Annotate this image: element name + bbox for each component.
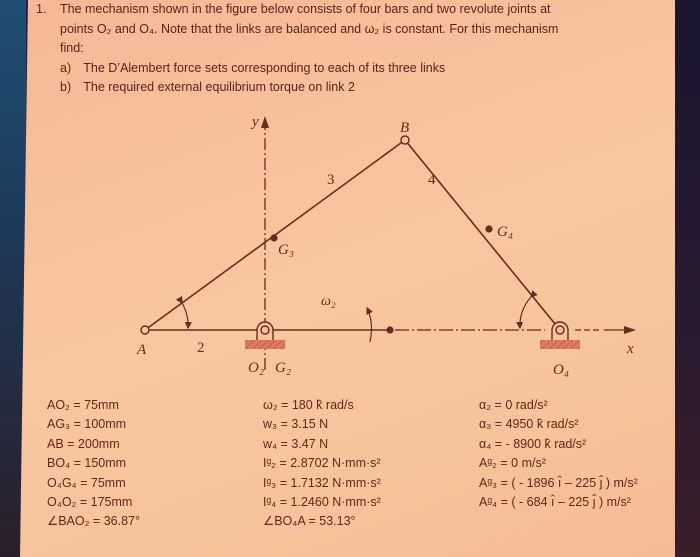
label-x-axis: x (627, 341, 634, 357)
given-ag3-accel: Aᵍ₃ = ( - 1896 ı̂ – 225 ȷ̂ ) m/s² (479, 475, 638, 490)
given-ab: AB = 200mm (47, 436, 120, 451)
given-ag3: AG₃ = 100mm (47, 417, 127, 432)
given-accelerations (479, 396, 638, 512)
given-angle-bo4a: ∠BO₄A = 53.13° (263, 514, 356, 529)
x-axis-arrow-icon (624, 326, 636, 334)
given-ig3: Iᵍ₃ = 1.7132 N·mm·s² (263, 475, 381, 490)
problem-intro-line-1: The mechanism shown in the figure below consists of four bars and two revolute joints at (60, 2, 551, 16)
pin-b-icon (401, 136, 409, 144)
given-dimensions (47, 396, 140, 532)
part-label: a) (60, 60, 72, 75)
label-omega2: ω₂ (321, 294, 336, 309)
given-alpha4: α₄ = - 8900 k̂ rad/s² (479, 436, 587, 451)
given-ag2: Aᵍ₂ = 0 m/s² (479, 456, 546, 471)
pin-o4-icon (556, 326, 564, 334)
given-kinetics (263, 396, 381, 532)
part-text: The required external equilibrium torque on link 2 (83, 80, 355, 94)
given-ig4: Iᵍ₄ = 1.2460 N·mm·s² (263, 495, 381, 510)
given-o4o2: O₄O₂ = 175mm (47, 495, 133, 510)
angle-bao2-arc-icon (182, 303, 188, 328)
label-o2: O₂ (248, 360, 265, 376)
part-label: b) (60, 80, 72, 94)
pin-a-icon (141, 326, 149, 334)
y-axis-arrow-icon (261, 116, 269, 128)
given-w3: w₃ = 3.15 N (263, 417, 329, 432)
label-g4: G₄ (497, 224, 514, 240)
given-ao2: AO₂ = 75mm (47, 398, 119, 412)
problem-number: 1. (36, 2, 47, 16)
x-axis (395, 326, 636, 334)
given-bo4: BO₄ = 150mm (47, 456, 127, 471)
given-angle-bao2: ∠BAO₂ = 36.87° (47, 514, 140, 529)
part-text: The D’Alembert force sets corresponding to each of its three links (83, 60, 446, 75)
ground-support-o2 (245, 322, 285, 349)
label-g3: G₃ (278, 242, 295, 258)
label-link-3: 3 (327, 172, 335, 188)
label-link-2: 2 (197, 340, 205, 356)
omega2-rotation-arrow-icon (367, 308, 371, 342)
given-o4g4: O₄G₄ = 75mm (47, 475, 126, 490)
ground-support-o4 (540, 322, 580, 349)
angle-bo4a-arc-icon (520, 297, 531, 328)
given-ag4-accel: Aᵍ₄ = ( - 684 ı̂ – 225 ȷ̂ ) m/s² (479, 495, 631, 510)
label-a: A (137, 342, 147, 358)
label-g2: G₂ (275, 360, 292, 376)
label-y-axis: y (252, 114, 259, 130)
problem-intro-line-2: points O₂ and O₄. Note that the links are balanced and ω₂ is constant. For this mechanism (60, 21, 559, 36)
center-of-mass-g3-icon (270, 234, 277, 241)
given-omega2: ω₂ = 180 k̂ rad/s (263, 398, 354, 412)
given-ig2: Iᵍ₂ = 2.8702 N·mm·s² (263, 456, 381, 471)
label-o4: O₄ (553, 362, 570, 378)
given-alpha3: α₃ = 4950 k̂ rad/s² (479, 417, 579, 432)
center-of-mass-g4-icon (485, 225, 492, 232)
center-of-mass-g2-icon (386, 326, 393, 333)
label-b: B (400, 120, 410, 136)
given-alpha2: α₂ = 0 rad/s² (479, 398, 548, 412)
link-4 (405, 140, 560, 330)
label-link-4: 4 (428, 172, 436, 188)
problem-intro-line-3: find: (60, 41, 84, 55)
given-w4: w₄ = 3.47 N (263, 436, 329, 451)
pin-o2-icon (261, 326, 269, 334)
